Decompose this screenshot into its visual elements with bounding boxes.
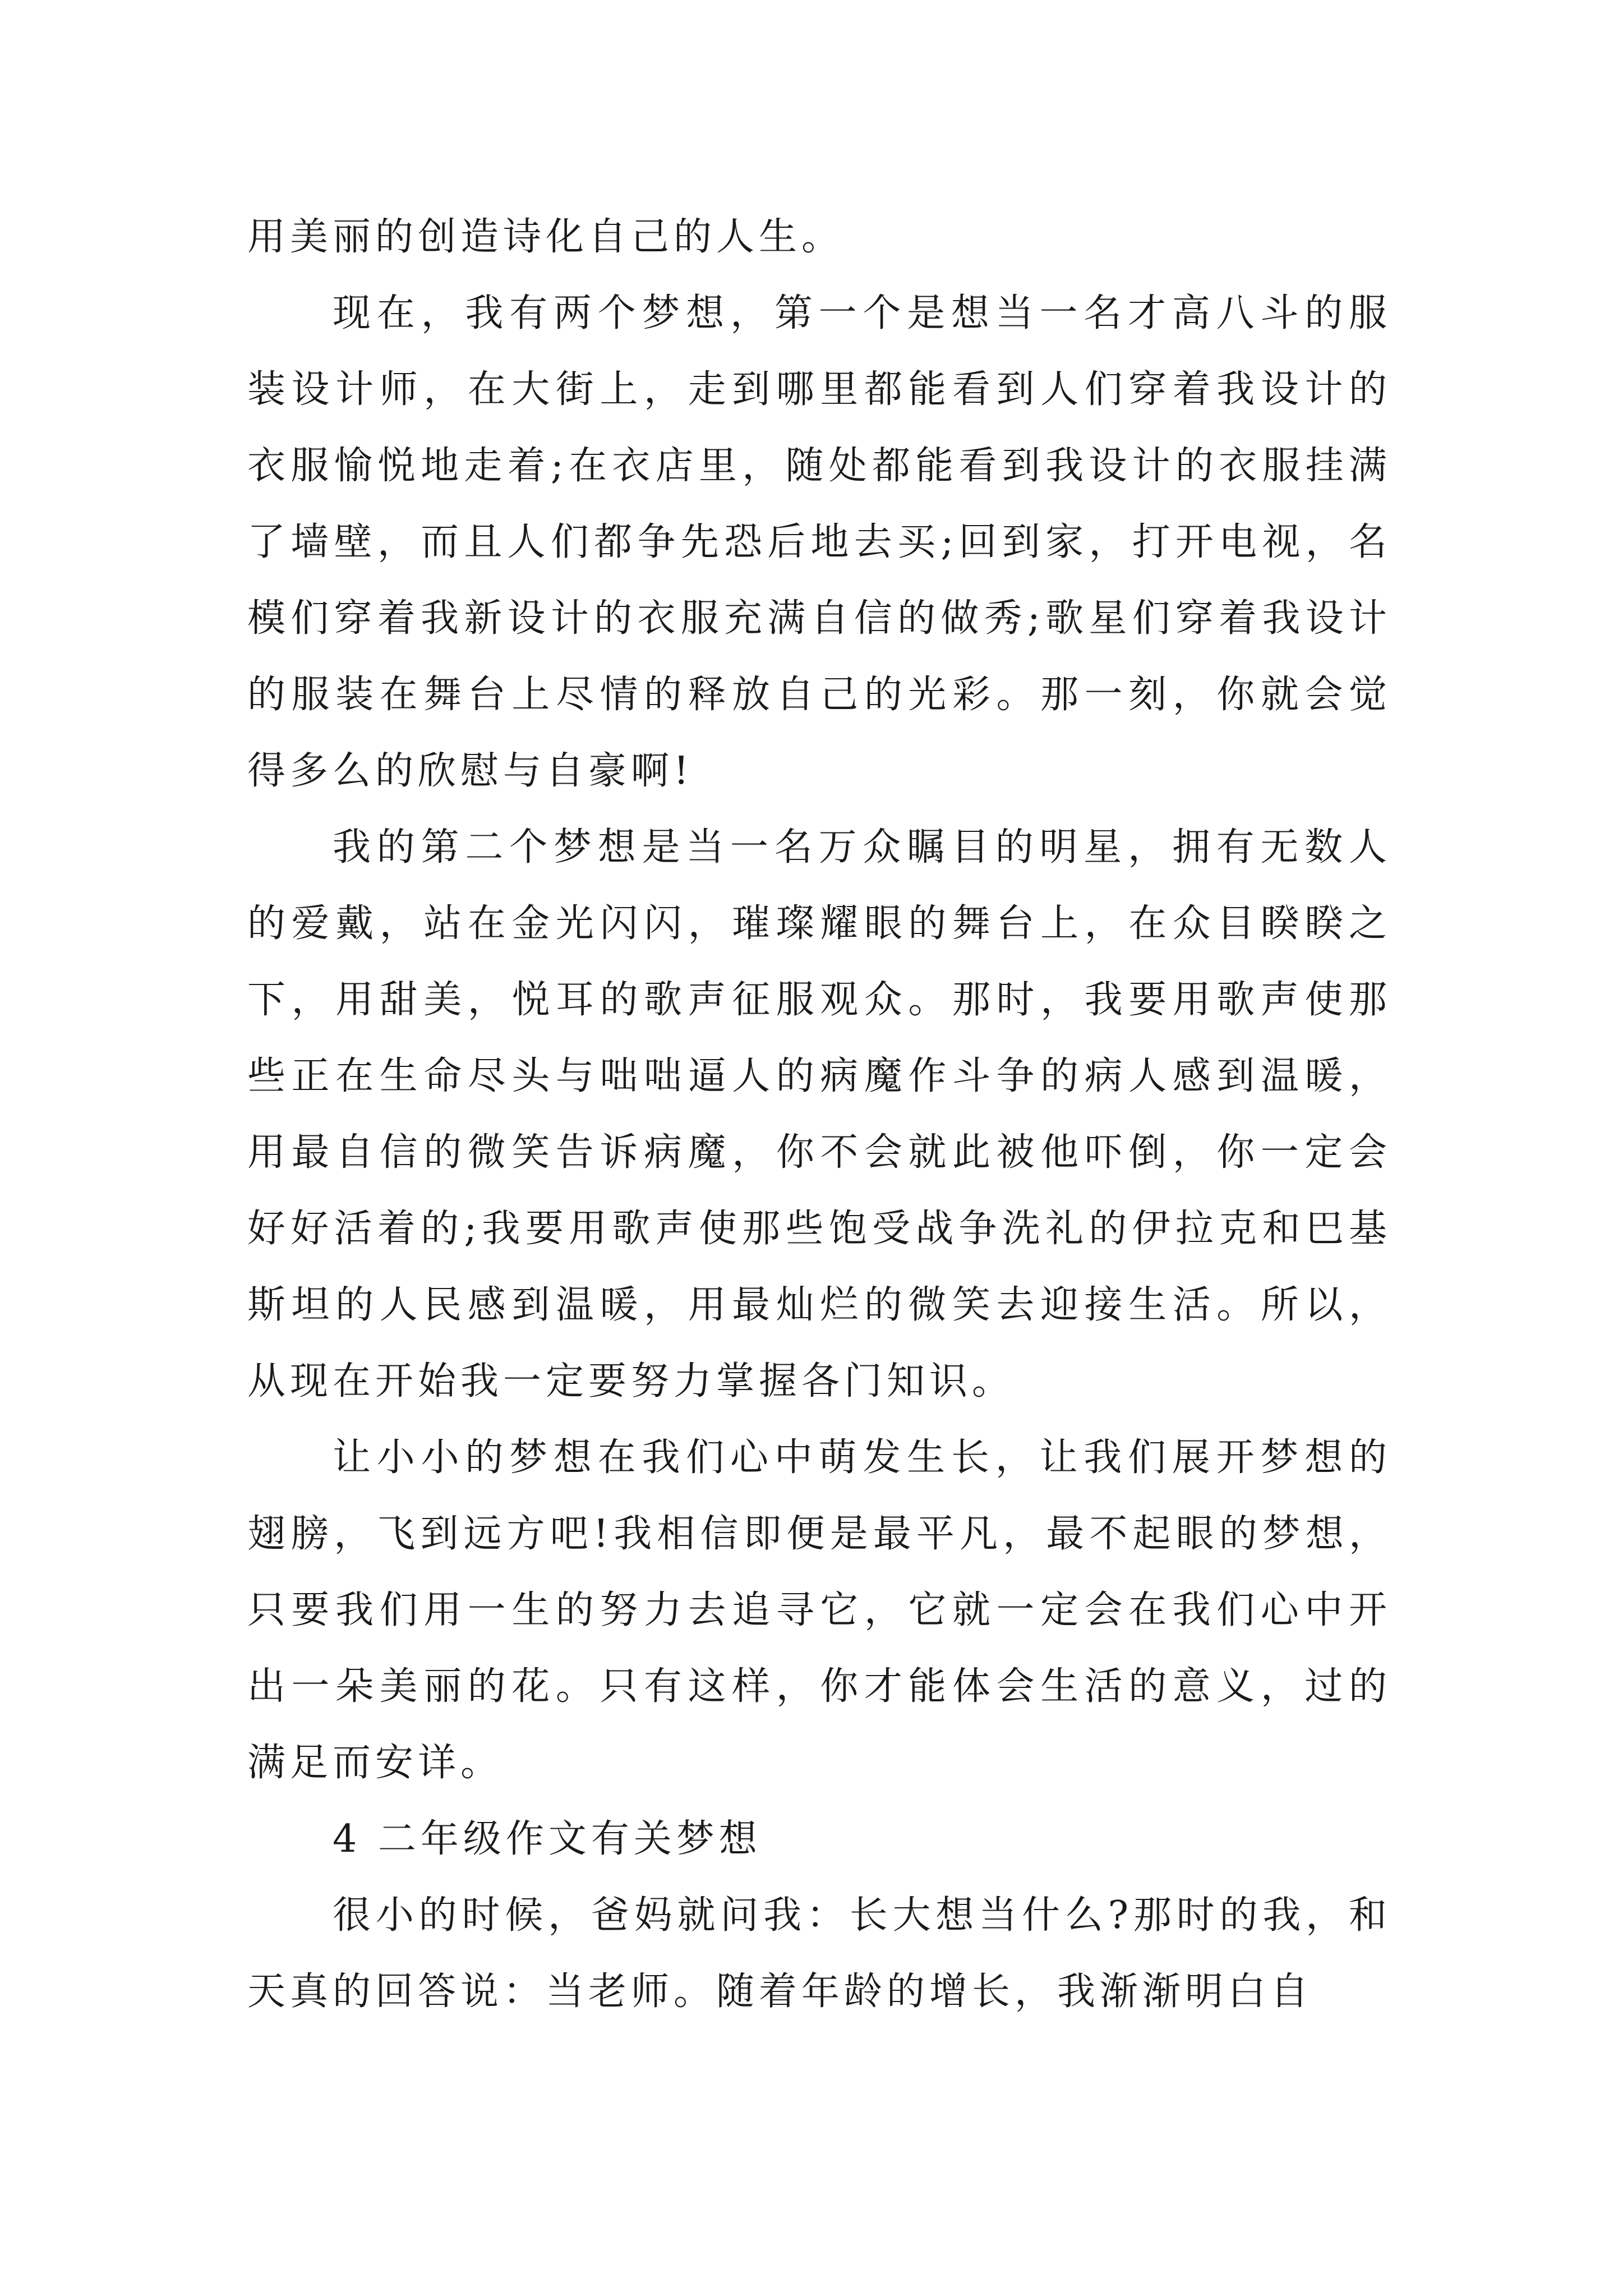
document-body bbox=[247, 199, 1391, 2030]
paragraph-1: 用美丽的创造诗化自己的人生。 bbox=[247, 215, 845, 259]
paragraph-2: 现在，我有两个梦想，第一个是想当一名才高八斗的服装设计师，在大街上，走到哪里都能看到人们穿着我设计的衣服愉悦地走着;在衣店里，随处都能看到我设计的衣服挂满了墙壁，而且人们都争先恐后地去买;回到家，打开电视，名模们穿着我新设计的衣服充满自信的做秀;歌星们穿着我设计的服装在舞台上尽情的释放自己的光彩。那一刻，你就会觉得多么的欣慰与自豪啊! bbox=[247, 291, 1391, 793]
paragraph-3: 我的第二个梦想是当一名万众瞩目的明星，拥有无数人的爱戴，站在金光闪闪，璀璨耀眼的舞台上，在众目睽睽之下，用甜美，悦耳的歌声征服观众。那时，我要用歌声使那些正在生命尽头与咄咄逼人的病魔作斗争的病人感到温暖，用最自信的微笑告诉病魔，你不会就此被他吓倒，你一定会好好活着的;我要用歌声使那些饱受战争洗礼的伊拉克和巴基斯坦的人民感到温暖，用最灿烂的微笑去迎接生活。所以，从现在开始我一定要努力掌握各门知识。 bbox=[247, 825, 1391, 1404]
section-heading: 4 二年级作文有关梦想 bbox=[333, 1817, 762, 1861]
paragraph-4: 让小小的梦想在我们心中萌发生长，让我们展开梦想的翅膀，飞到远方吧!我相信即便是最平凡，最不起眼的梦想，只要我们用一生的努力去追寻它，它就一定会在我们心中开出一朵美丽的花。只有这样，你才能体会生活的意义，过的满足而安详。 bbox=[247, 1435, 1391, 1785]
paragraph-5: 很小的时候，爸妈就问我：长大想当什么?那时的我，和天真的回答说：当老师。随着年龄的增长，我渐渐明白自 bbox=[247, 1893, 1391, 2014]
